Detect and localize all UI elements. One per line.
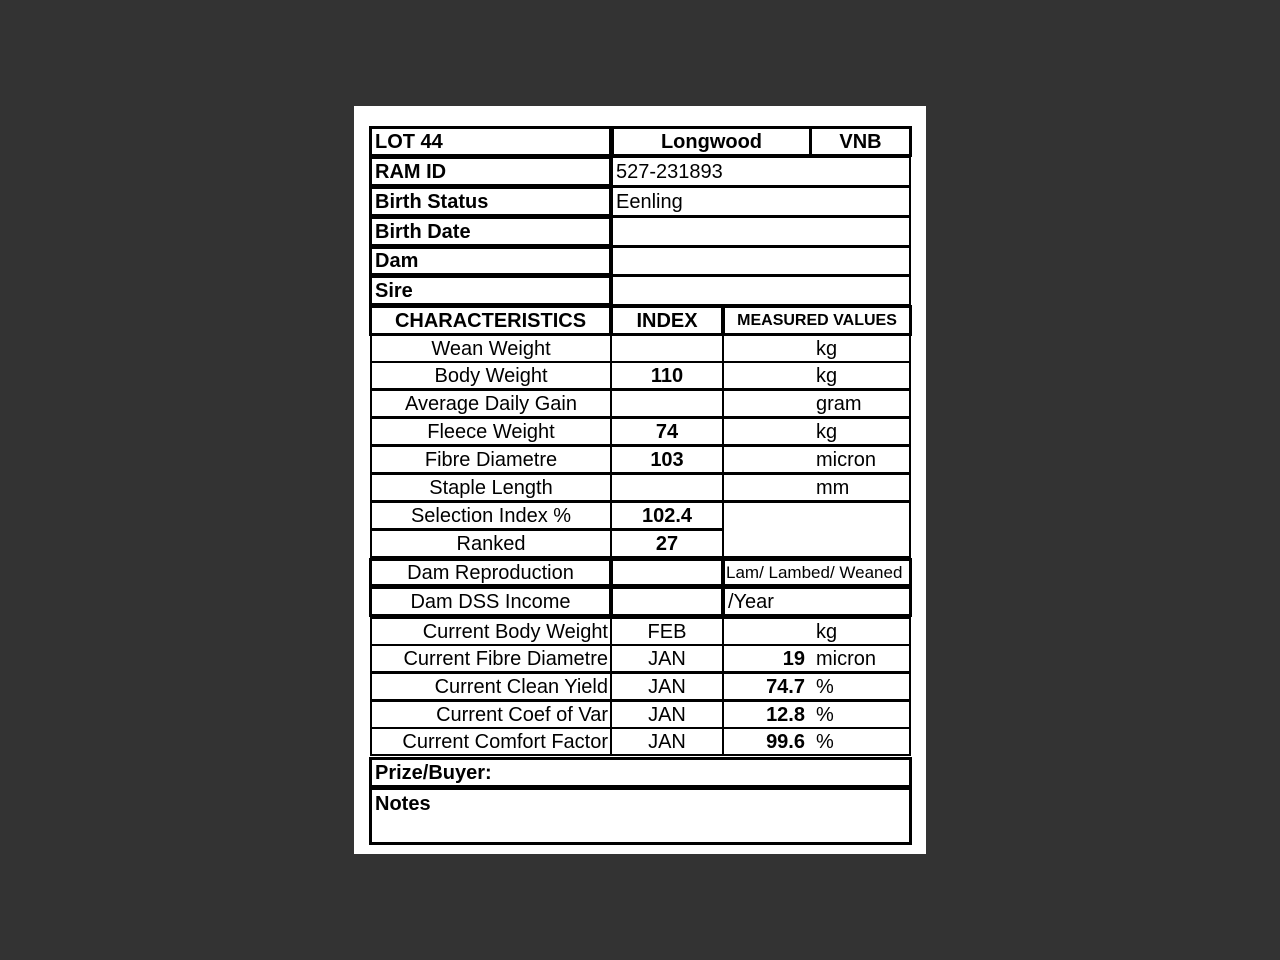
dam-measured-dss-income: /Year [722,586,912,617]
unit-label: % [816,675,834,698]
notes-field [369,787,912,845]
current-measured-body-weight [722,617,911,646]
unit-label: micron [816,448,877,471]
current-month-clean-yield: JAN [610,672,724,701]
char-name-fleece-weight: Fleece Weight [370,417,612,446]
char-name-staple-length: Staple Length [370,473,612,502]
breed-code: VNB [809,126,912,157]
detail-value-ram-id: 527-231893 [611,156,911,187]
char-name-selection-index: Selection Index % [370,501,612,530]
header-index: INDEX [610,305,724,336]
char-index-fleece-weight: 74 [610,417,724,446]
char-measured-fibre-diametre [722,445,911,474]
current-name-comfort-factor: Current Comfort Factor [370,727,612,756]
unit-label: % [816,730,834,753]
char-measured-body-weight [722,361,911,390]
current-value: 99.6 [766,730,805,753]
prize-buyer-field: Prize/Buyer: [369,757,912,788]
unit-label: kg [816,420,838,443]
selection-ranked-blank-cell [722,501,911,558]
lot-number: LOT 44 [369,126,612,157]
char-index-average-daily-gain [610,389,724,418]
current-measured-comfort-factor [722,727,911,756]
char-index-fibre-diametre: 103 [610,445,724,474]
char-index-staple-length [610,473,724,502]
current-name-coef-of-var: Current Coef of Var [370,700,612,729]
current-name-fibre-diametre: Current Fibre Diametre [370,644,612,673]
detail-value-dam [611,246,911,276]
dam-name-reproduction: Dam Reproduction [369,558,612,587]
char-name-fibre-diametre: Fibre Diametre [370,445,612,474]
detail-value-birth-date [611,216,911,247]
char-measured-average-daily-gain [722,389,911,418]
char-name-wean-weight: Wean Weight [370,334,612,363]
char-index-wean-weight [610,334,724,363]
unit-label: mm [816,476,850,499]
current-month-comfort-factor: JAN [610,727,724,756]
unit-label: % [816,703,834,726]
char-name-average-daily-gain: Average Daily Gain [370,389,612,418]
breed-name: Longwood [611,126,812,157]
char-name-body-weight: Body Weight [370,361,612,390]
current-name-clean-yield: Current Clean Yield [370,672,612,701]
char-measured-fleece-weight [722,417,911,446]
unit-label: micron [816,647,877,670]
header-characteristics: CHARACTERISTICS [369,305,612,336]
detail-value-birth-status: Eenling [611,186,911,217]
detail-label-ram-id: RAM ID [369,156,612,187]
unit-label: kg [816,620,838,643]
char-index-selection-index: 102.4 [610,501,724,530]
dam-index-dss-income [610,586,724,617]
detail-label-sire: Sire [369,275,612,306]
current-month-coef-of-var: JAN [610,700,724,729]
unit-label: gram [816,392,862,415]
unit-label: kg [816,337,838,360]
detail-label-dam: Dam [369,246,612,276]
char-measured-wean-weight [722,334,911,363]
detail-label-birth-status: Birth Status [369,186,612,217]
current-value: 19 [782,647,805,670]
current-measured-coef-of-var [722,700,911,729]
detail-value-sire [611,275,911,306]
current-month-body-weight: FEB [610,617,724,646]
current-measured-clean-yield [722,672,911,701]
current-month-fibre-diametre: JAN [610,644,724,673]
notes-label: Notes [375,793,431,815]
current-name-body-weight: Current Body Weight [370,617,612,646]
dam-measured-reproduction: Lam/ Lambed/ Weaned [722,558,912,587]
current-value: 12.8 [766,703,805,726]
unit-label: kg [816,364,838,387]
ram-record-card [354,106,926,854]
current-measured-fibre-diametre [722,644,911,673]
dam-name-dss-income: Dam DSS Income [369,586,612,617]
dam-index-reproduction [610,558,724,587]
char-name-ranked: Ranked [370,529,612,558]
char-index-ranked: 27 [610,529,724,558]
char-measured-staple-length [722,473,911,502]
header-measured-values: MEASURED VALUES [722,305,912,336]
char-index-body-weight: 110 [610,361,724,390]
current-value: 74.7 [766,675,805,698]
detail-label-birth-date: Birth Date [369,216,612,247]
